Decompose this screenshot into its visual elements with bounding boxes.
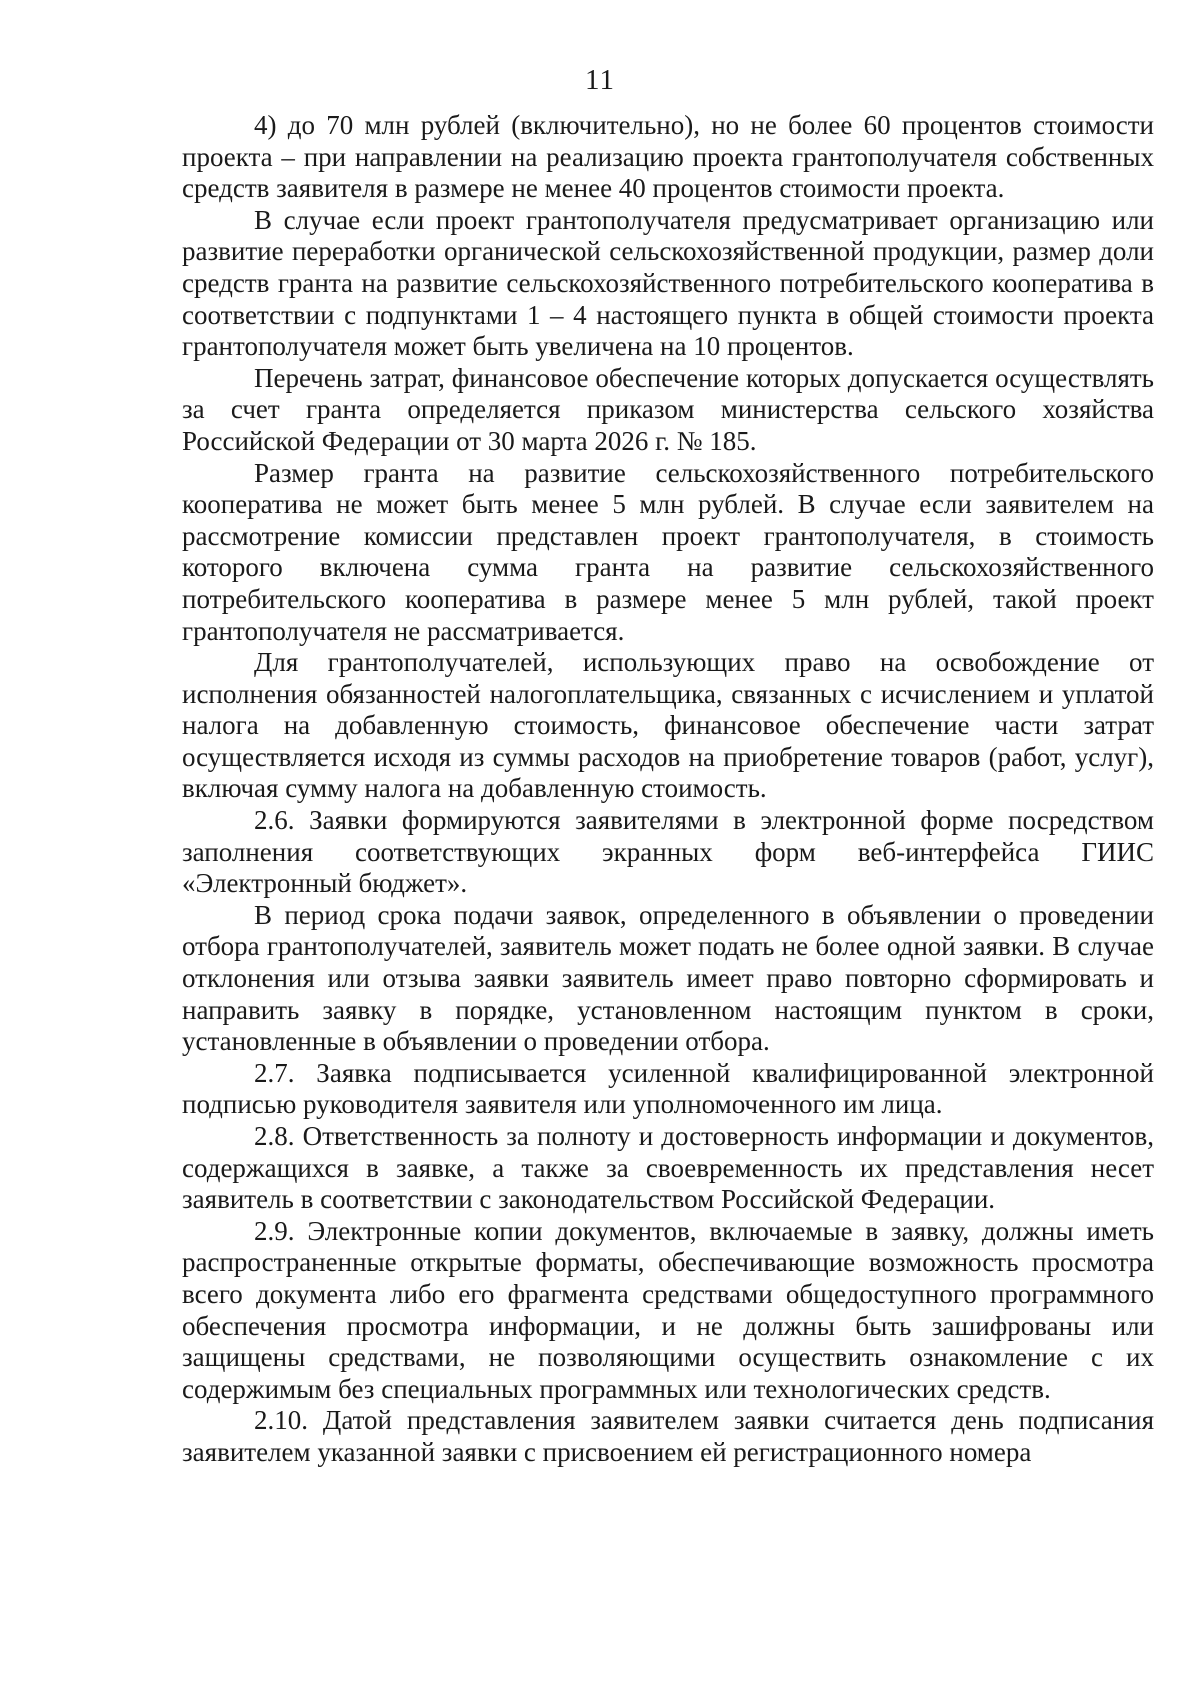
paragraph-2-8: 2.8. Ответственность за полноту и достоверность информации и документов, содержащихся в заявке, а также за своевременность их представления несет заявитель в соответствии с законодательством Российской Федерации. — [182, 1121, 1154, 1215]
paragraph-2-6: 2.6. Заявки формируются заявителями в электронной форме посредством заполнения соответствующих экранных форм веб-интерфейса ГИИС «Электронный бюджет». — [182, 805, 1154, 899]
document-body — [182, 110, 1154, 1469]
paragraph-2-9: 2.9. Электронные копии документов, включаемые в заявку, должны иметь распространенные открытые форматы, обеспечивающие возможность просмотра всего документа либо его фрагмента средствами общедоступного программного обеспечения просмотра информации, и не должны быть зашифрованы или защищены средствами, не позволяющими осуществить ознакомление с их содержимым без специальных программных или технологических средств. — [182, 1215, 1154, 1404]
page-number: 11 — [585, 64, 615, 96]
paragraph-vat-exemption: Для грантополучателей, использующих право на освобождение от исполнения обязанностей налогоплательщика, связанных с исчислением и уплатой налога на добавленную стоимость, финансовое обеспечение части затрат осуществляется исходя из суммы расходов на приобретение товаров (работ, услуг), включая сумму налога на добавленную стоимость. — [182, 647, 1154, 804]
paragraph-grant-size: Размер гранта на развитие сельскохозяйственного потребительского кооператива не может быть менее 5 млн рублей. В случае если заявителем на рассмотрение комиссии представлен проект грантополучателя, в стоимость которого включена сумма гранта на развитие сельскохозяйственного потребительского кооператива в размере менее 5 млн рублей, такой проект грантополучателя не рассматривается. — [182, 457, 1154, 646]
paragraph-organic-processing: В случае если проект грантополучателя предусматривает организацию или развитие переработки органической сельскохозяйственной продукции, размер доли средств гранта на развитие сельскохозяйственного потребительского кооператива в соответствии с подпунктами 1 – 4 настоящего пункта в общей стоимости проекта грантополучателя может быть увеличена на 10 процентов. — [182, 204, 1154, 362]
paragraph-cost-list: Перечень затрат, финансовое обеспечение которых допускается осуществлять за счет гранта определяется приказом министерства сельского хозяйства Российской Федерации от 30 марта 2026 г. № 185. — [182, 362, 1154, 456]
paragraph-2-7: 2.7. Заявка подписывается усиленной квалифицированной электронной подписью руководителя заявителя или уполномоченного им лица. — [182, 1057, 1154, 1120]
paragraph-2-10: 2.10. Датой представления заявителем заявки считается день подписания заявителем указанной заявки с присвоением ей регистрационного номера — [182, 1405, 1154, 1467]
paragraph-application-period: В период срока подачи заявок, определенного в объявлении о проведении отбора грантополучателей, заявитель может подать не более одной заявки. В случае отклонения или отзыва заявки заявитель имеет право повторно сформировать и направить заявку в порядке, установленном настоящим пунктом в сроки, установленные в объявлении о проведении отбора. — [182, 899, 1154, 1057]
paragraph-item-4: 4) до 70 млн рублей (включительно), но не более 60 процентов стоимости проекта – при направлении на реализацию проекта грантополучателя собственных средств заявителя в размере не менее 40 процентов стоимости проекта. — [182, 110, 1154, 204]
